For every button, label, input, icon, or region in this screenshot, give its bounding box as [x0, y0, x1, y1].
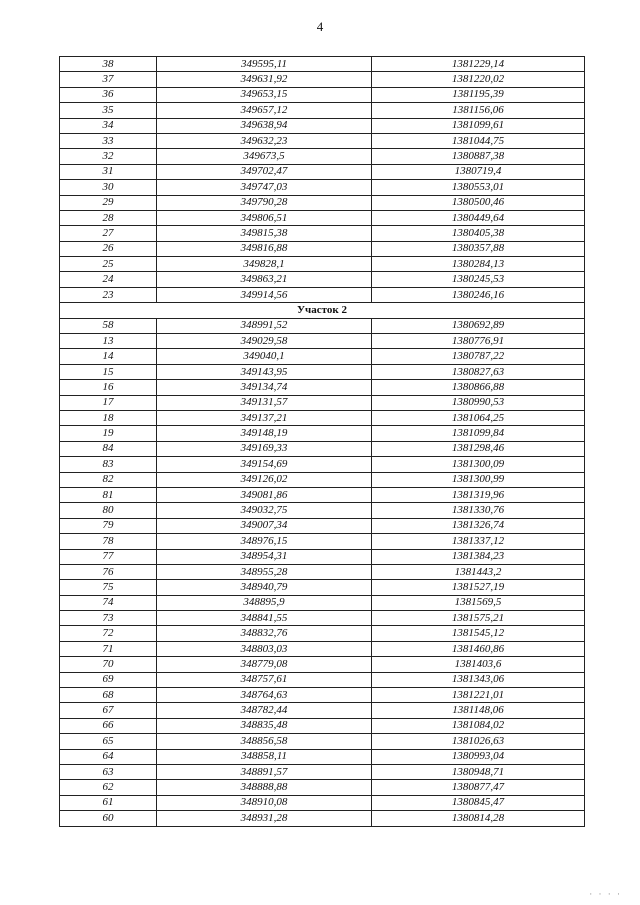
y-coordinate-cell: 1380553,01: [372, 180, 585, 195]
y-coordinate-cell: 1381099,84: [372, 426, 585, 441]
x-coordinate-cell: 349040,1: [157, 349, 372, 364]
y-coordinate-cell: 1380405,38: [372, 226, 585, 241]
x-coordinate-cell: 349143,95: [157, 364, 372, 379]
x-coordinate-cell: 348757,61: [157, 672, 372, 687]
table-row: [60, 149, 585, 164]
coordinates-table-part-2: [60, 318, 585, 826]
scan-mark: · · · ·: [589, 889, 622, 899]
y-coordinate-cell: 1381195,39: [372, 87, 585, 102]
table-row: [60, 241, 585, 256]
point-number-cell: 35: [60, 103, 157, 118]
point-number-cell: 13: [60, 334, 157, 349]
x-coordinate-cell: 349029,58: [157, 334, 372, 349]
y-coordinate-cell: 1381156,06: [372, 103, 585, 118]
point-number-cell: 30: [60, 180, 157, 195]
point-number-cell: 69: [60, 672, 157, 687]
table-row: [60, 364, 585, 379]
y-coordinate-cell: 1381300,99: [372, 472, 585, 487]
y-coordinate-cell: 1381300,09: [372, 457, 585, 472]
table-row: [60, 641, 585, 656]
y-coordinate-cell: 1381569,5: [372, 595, 585, 610]
table-row: [60, 657, 585, 672]
y-coordinate-cell: 1380246,16: [372, 287, 585, 302]
y-coordinate-cell: 1381384,23: [372, 549, 585, 564]
table-row: [60, 257, 585, 272]
y-coordinate-cell: 1380719,4: [372, 164, 585, 179]
x-coordinate-cell: 348832,76: [157, 626, 372, 641]
y-coordinate-cell: 1380990,53: [372, 395, 585, 410]
x-coordinate-cell: 349638,94: [157, 118, 372, 133]
point-number-cell: 23: [60, 287, 157, 302]
point-number-cell: 73: [60, 611, 157, 626]
point-number-cell: 70: [60, 657, 157, 672]
table-row: [60, 672, 585, 687]
table-row: [60, 380, 585, 395]
point-number-cell: 75: [60, 580, 157, 595]
point-number-cell: 32: [60, 149, 157, 164]
table-row: [60, 72, 585, 87]
point-number-cell: 36: [60, 87, 157, 102]
x-coordinate-cell: 349914,56: [157, 287, 372, 302]
y-coordinate-cell: 1381084,02: [372, 718, 585, 733]
table-row: [60, 87, 585, 102]
x-coordinate-cell: 349007,34: [157, 518, 372, 533]
y-coordinate-cell: 1380449,64: [372, 210, 585, 225]
x-coordinate-cell: 348991,52: [157, 318, 372, 333]
table-row: [60, 133, 585, 148]
table-row: [60, 764, 585, 779]
x-coordinate-cell: 348856,58: [157, 734, 372, 749]
table-row: [60, 395, 585, 410]
point-number-cell: 33: [60, 133, 157, 148]
table-row: [60, 195, 585, 210]
y-coordinate-cell: 1380887,38: [372, 149, 585, 164]
x-coordinate-cell: 349032,75: [157, 503, 372, 518]
y-coordinate-cell: 1380866,88: [372, 380, 585, 395]
y-coordinate-cell: 1380877,47: [372, 780, 585, 795]
y-coordinate-cell: 1381326,74: [372, 518, 585, 533]
table-row: [60, 426, 585, 441]
table-row: [60, 626, 585, 641]
point-number-cell: 34: [60, 118, 157, 133]
y-coordinate-cell: 1380827,63: [372, 364, 585, 379]
y-coordinate-cell: 1381330,76: [372, 503, 585, 518]
point-number-cell: 28: [60, 210, 157, 225]
point-number-cell: 82: [60, 472, 157, 487]
point-number-cell: 18: [60, 410, 157, 425]
table-row: [60, 164, 585, 179]
x-coordinate-cell: 348888,88: [157, 780, 372, 795]
table-row: [60, 703, 585, 718]
coordinates-table-part-1: [60, 57, 585, 303]
point-number-cell: 77: [60, 549, 157, 564]
y-coordinate-cell: 1380948,71: [372, 764, 585, 779]
page-number: 4: [316, 19, 324, 34]
point-number-cell: 71: [60, 641, 157, 656]
y-coordinate-cell: 1381343,06: [372, 672, 585, 687]
x-coordinate-cell: 349653,15: [157, 87, 372, 102]
x-coordinate-cell: 349137,21: [157, 410, 372, 425]
y-coordinate-cell: 1381220,02: [372, 72, 585, 87]
table-row: [60, 180, 585, 195]
x-coordinate-cell: 348835,48: [157, 718, 372, 733]
x-coordinate-cell: 349081,86: [157, 487, 372, 502]
point-number-cell: 19: [60, 426, 157, 441]
x-coordinate-cell: 349631,92: [157, 72, 372, 87]
x-coordinate-cell: 348841,55: [157, 611, 372, 626]
point-number-cell: 37: [60, 72, 157, 87]
table-row: [60, 118, 585, 133]
x-coordinate-cell: 349815,38: [157, 226, 372, 241]
table-row: [60, 534, 585, 549]
y-coordinate-cell: 1381221,01: [372, 688, 585, 703]
x-coordinate-cell: 349148,19: [157, 426, 372, 441]
table-row: [60, 457, 585, 472]
point-number-cell: 17: [60, 395, 157, 410]
y-coordinate-cell: 1381229,14: [372, 57, 585, 72]
point-number-cell: 15: [60, 364, 157, 379]
table-row: [60, 318, 585, 333]
y-coordinate-cell: 1381298,46: [372, 441, 585, 456]
table-row: [60, 226, 585, 241]
x-coordinate-cell: 349154,69: [157, 457, 372, 472]
point-number-cell: 65: [60, 734, 157, 749]
point-number-cell: 78: [60, 534, 157, 549]
table-row: [60, 287, 585, 302]
point-number-cell: 67: [60, 703, 157, 718]
x-coordinate-cell: 349828,1: [157, 257, 372, 272]
y-coordinate-cell: 1380245,53: [372, 272, 585, 287]
y-coordinate-cell: 1381545,12: [372, 626, 585, 641]
y-coordinate-cell: 1381044,75: [372, 133, 585, 148]
table-row: [60, 718, 585, 733]
point-number-cell: 38: [60, 57, 157, 72]
y-coordinate-cell: 1380692,89: [372, 318, 585, 333]
point-number-cell: 60: [60, 811, 157, 826]
point-number-cell: 27: [60, 226, 157, 241]
point-number-cell: 76: [60, 564, 157, 579]
x-coordinate-cell: 348764,63: [157, 688, 372, 703]
table-row: [60, 580, 585, 595]
table-row: [60, 57, 585, 72]
point-number-cell: 62: [60, 780, 157, 795]
point-number-cell: 63: [60, 764, 157, 779]
x-coordinate-cell: 348910,08: [157, 795, 372, 810]
x-coordinate-cell: 348931,28: [157, 811, 372, 826]
table-row: [60, 549, 585, 564]
table-row: [60, 472, 585, 487]
x-coordinate-cell: 349632,23: [157, 133, 372, 148]
point-number-cell: 74: [60, 595, 157, 610]
x-coordinate-cell: 349806,51: [157, 210, 372, 225]
point-number-cell: 66: [60, 718, 157, 733]
x-coordinate-cell: 348955,28: [157, 564, 372, 579]
point-number-cell: 24: [60, 272, 157, 287]
x-coordinate-cell: 348940,79: [157, 580, 372, 595]
table-row: [60, 780, 585, 795]
y-coordinate-cell: 1381443,2: [372, 564, 585, 579]
y-coordinate-cell: 1381319,96: [372, 487, 585, 502]
y-coordinate-cell: 1381148,06: [372, 703, 585, 718]
x-coordinate-cell: 349702,47: [157, 164, 372, 179]
x-coordinate-cell: 349747,03: [157, 180, 372, 195]
table-row: [60, 611, 585, 626]
section-title: Участок 2: [60, 303, 585, 318]
point-number-cell: 64: [60, 749, 157, 764]
section-header-row: [60, 303, 585, 318]
point-number-cell: 68: [60, 688, 157, 703]
x-coordinate-cell: 349657,12: [157, 103, 372, 118]
point-number-cell: 31: [60, 164, 157, 179]
x-coordinate-cell: 348976,15: [157, 534, 372, 549]
table-row: [60, 349, 585, 364]
y-coordinate-cell: 1381527,19: [372, 580, 585, 595]
y-coordinate-cell: 1381403,6: [372, 657, 585, 672]
y-coordinate-cell: 1381575,21: [372, 611, 585, 626]
y-coordinate-cell: 1380776,91: [372, 334, 585, 349]
x-coordinate-cell: 349863,21: [157, 272, 372, 287]
point-number-cell: 83: [60, 457, 157, 472]
table-row: [60, 795, 585, 810]
x-coordinate-cell: 348891,57: [157, 764, 372, 779]
table-row: [60, 564, 585, 579]
point-number-cell: 25: [60, 257, 157, 272]
x-coordinate-cell: 349126,02: [157, 472, 372, 487]
y-coordinate-cell: 1381026,63: [372, 734, 585, 749]
table-row: [60, 334, 585, 349]
table-row: [60, 103, 585, 118]
table-row: [60, 503, 585, 518]
coordinates-table: [59, 56, 585, 827]
y-coordinate-cell: 1381064,25: [372, 410, 585, 425]
y-coordinate-cell: 1380845,47: [372, 795, 585, 810]
x-coordinate-cell: 349169,33: [157, 441, 372, 456]
x-coordinate-cell: 349790,28: [157, 195, 372, 210]
table-row: [60, 688, 585, 703]
point-number-cell: 14: [60, 349, 157, 364]
point-number-cell: 79: [60, 518, 157, 533]
table-row: [60, 272, 585, 287]
y-coordinate-cell: 1381337,12: [372, 534, 585, 549]
x-coordinate-cell: 348954,31: [157, 549, 372, 564]
point-number-cell: 81: [60, 487, 157, 502]
y-coordinate-cell: 1380814,28: [372, 811, 585, 826]
table-row: [60, 441, 585, 456]
y-coordinate-cell: 1381099,61: [372, 118, 585, 133]
table-row: [60, 734, 585, 749]
x-coordinate-cell: 348803,03: [157, 641, 372, 656]
point-number-cell: 84: [60, 441, 157, 456]
table-row: [60, 595, 585, 610]
point-number-cell: 58: [60, 318, 157, 333]
y-coordinate-cell: 1380787,22: [372, 349, 585, 364]
point-number-cell: 72: [60, 626, 157, 641]
y-coordinate-cell: 1380993,04: [372, 749, 585, 764]
point-number-cell: 16: [60, 380, 157, 395]
point-number-cell: 61: [60, 795, 157, 810]
point-number-cell: 29: [60, 195, 157, 210]
table-row: [60, 410, 585, 425]
section-header-group: [60, 303, 585, 318]
x-coordinate-cell: 349131,57: [157, 395, 372, 410]
table-row: [60, 811, 585, 826]
x-coordinate-cell: 349816,88: [157, 241, 372, 256]
point-number-cell: 80: [60, 503, 157, 518]
point-number-cell: 26: [60, 241, 157, 256]
table-row: [60, 210, 585, 225]
x-coordinate-cell: 348895,9: [157, 595, 372, 610]
table-row: [60, 487, 585, 502]
y-coordinate-cell: 1380357,88: [372, 241, 585, 256]
x-coordinate-cell: 348782,44: [157, 703, 372, 718]
y-coordinate-cell: 1381460,86: [372, 641, 585, 656]
x-coordinate-cell: 348858,11: [157, 749, 372, 764]
table-row: [60, 518, 585, 533]
x-coordinate-cell: 349673,5: [157, 149, 372, 164]
y-coordinate-cell: 1380500,46: [372, 195, 585, 210]
table-row: [60, 749, 585, 764]
x-coordinate-cell: 348779,08: [157, 657, 372, 672]
x-coordinate-cell: 349134,74: [157, 380, 372, 395]
x-coordinate-cell: 349595,11: [157, 57, 372, 72]
y-coordinate-cell: 1380284,13: [372, 257, 585, 272]
